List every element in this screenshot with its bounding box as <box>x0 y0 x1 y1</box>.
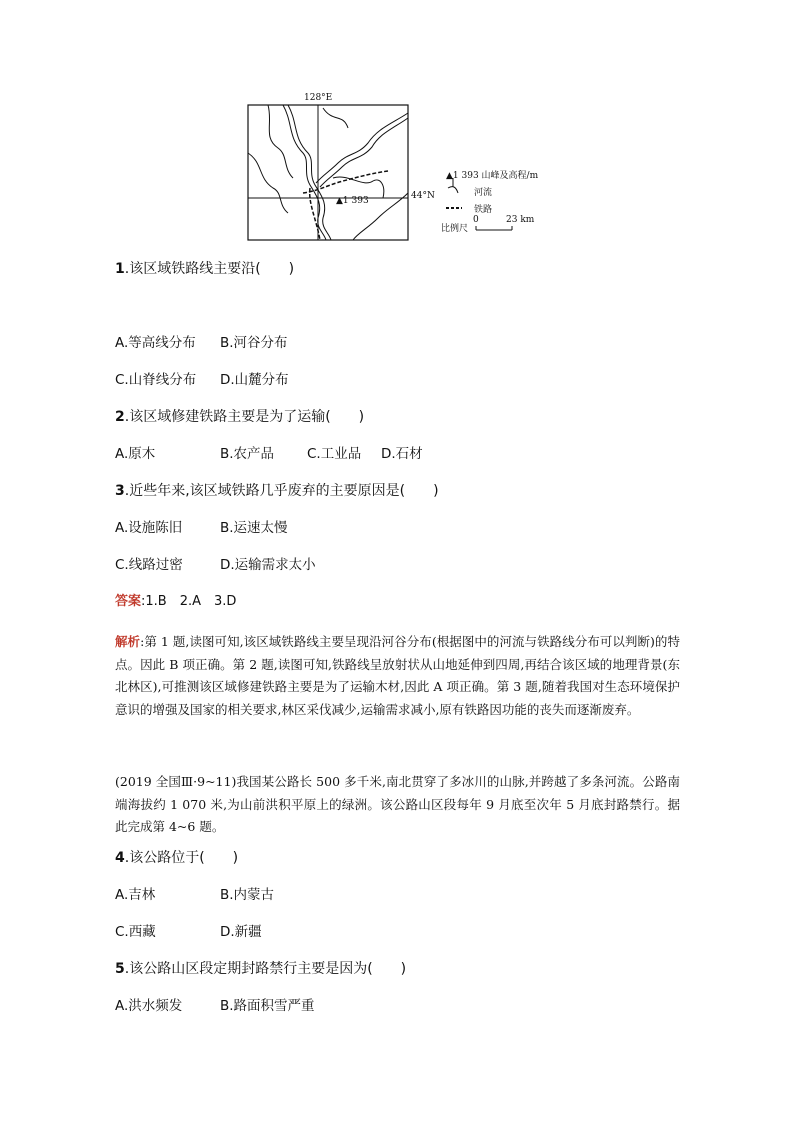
answer-label: 答案 <box>115 594 142 609</box>
explanation <box>115 631 680 721</box>
contour-line <box>248 153 288 213</box>
river <box>320 118 408 187</box>
option: B.路面积雪严重 <box>220 998 315 1014</box>
option: A.吉林 <box>115 887 156 903</box>
option: C.山脊线分布 <box>115 372 197 388</box>
option: D.石材 <box>381 446 423 462</box>
question-stem: 4.该公路位于( ) <box>115 850 239 866</box>
latitude-label: 44°N <box>411 191 435 201</box>
peak-label: ▲1 393 <box>336 196 369 206</box>
option: A.洪水频发 <box>115 998 183 1014</box>
contour-line <box>268 105 293 178</box>
longitude-label: 128°E <box>304 93 333 103</box>
answer-text: :1.B 2.A 3.D <box>141 594 237 609</box>
option: A.等高线分布 <box>115 335 196 351</box>
legend-river: 河流 <box>474 188 493 198</box>
question-stem: 3.近些年来,该区域铁路几乎废弃的主要原因是( ) <box>115 483 439 499</box>
explanation-label: 解析 <box>115 634 141 649</box>
river <box>288 105 331 240</box>
railway <box>303 171 388 193</box>
river <box>316 113 408 183</box>
option: B.农产品 <box>220 446 275 462</box>
legend-scale-label: 比例尺 <box>441 224 469 234</box>
explanation-text: :第 1 题,读图可知,该区域铁路线主要呈现沿河谷分布(根据图中的河流与铁路线分布可以判断)的特点。因此 B 项正确。第 2 题,读图可知,铁路线呈放射状从山地延伸到四周,再结合该区域的地理背景(东北林区),可推测该区域修建铁路主要是为了运输木材,因此 A 项正确。第 3 题,随着我国对生态环境保护意识的增强及国家的相关要求,林区采伐减少,运输需求减小,原有铁路因功能的丧失而逐渐废弃。 <box>115 634 680 717</box>
legend-railway: 铁路 <box>474 205 493 215</box>
option: A.设施陈旧 <box>115 520 183 536</box>
legend-peak: ▲1 393 山峰及高程/m <box>446 171 539 181</box>
question-group-intro: (2019 全国Ⅲ·9~11)我国某公路长 500 多千米,南北贯穿了多冰川的山脉,并跨越了多条河流。公路南端海拔约 1 070 米,为山前洪积平原上的绿洲。该公路山区段每年 9 月底至次年 5 月底封路禁行。据此完成第 4~6 题。 <box>115 774 680 834</box>
legend-scale-start: 0 <box>473 215 479 225</box>
option: B.河谷分布 <box>220 335 288 351</box>
question-stem: 5.该公路山区段定期封路禁行主要是因为( ) <box>115 961 407 977</box>
option: C.工业品 <box>307 446 362 462</box>
option: D.山麓分布 <box>220 372 289 388</box>
legend-scale-end: 23 km <box>506 215 535 225</box>
map-figure <box>248 93 548 243</box>
contour-line <box>333 177 384 198</box>
question-stem: 1.该区域铁路线主要沿( ) <box>115 261 295 277</box>
option: B.内蒙古 <box>220 887 275 903</box>
answer-line <box>115 593 236 611</box>
option: C.线路过密 <box>115 557 183 573</box>
contour-line <box>323 108 348 128</box>
question-stem: 2.该区域修建铁路主要是为了运输( ) <box>115 409 365 425</box>
option: C.西藏 <box>115 924 156 940</box>
option: A.原木 <box>115 446 156 462</box>
option: B.运速太慢 <box>220 520 288 536</box>
option: D.新疆 <box>220 924 262 940</box>
option: D.运输需求太小 <box>220 557 316 573</box>
